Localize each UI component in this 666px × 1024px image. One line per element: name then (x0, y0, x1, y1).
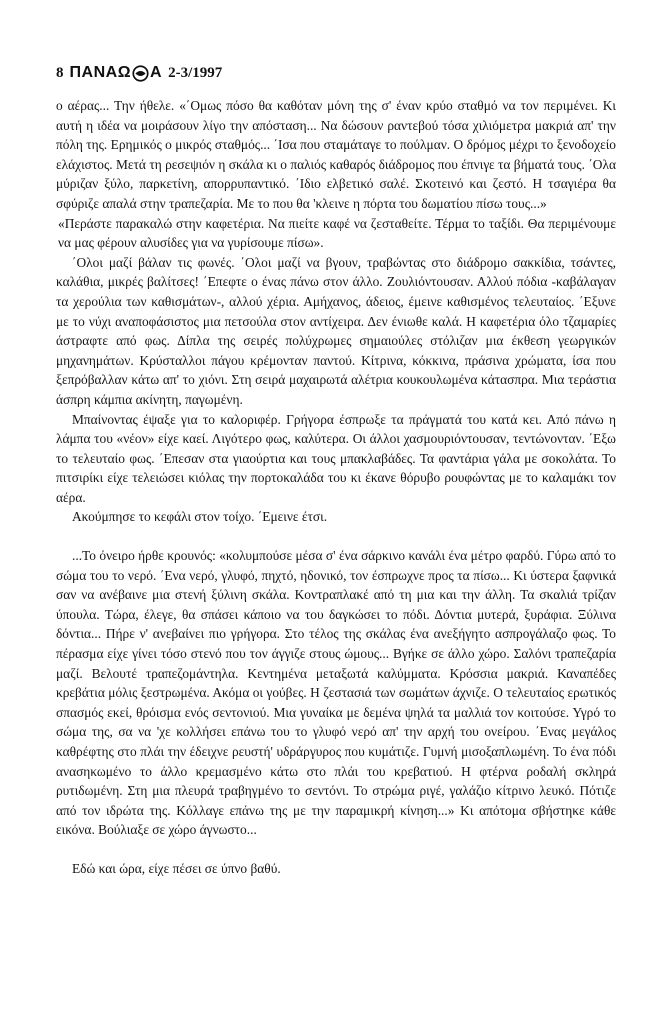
journal-logo (70, 64, 163, 82)
paragraph: ...Το όνειρο ήρθε κρουνός: «κολυμπούσε μέσα σ' ένα σάρκινο κανάλι ένα μέτρο φαρδύ. Γύρω από το σώμα του το νερό. ΄Ενα νερό, γλυφό, πηχτό, ηδονικό, τον έσπρωχνε προς τα πίσω... Κι ύστερα ξαφνικά σαν να ανέβαινε μια στενή ξύλινη σκάλα. Κοντραπλακέ από τη μια και την άλλη. Τα σκαλιά τρίζαν ύπουλα. Τώρα, έλεγε, θα σπάσει κάποιο να του δαγκώσει το πόδι. Δόντια μυτερά, ξυράφια. Ξύλινα δόντια... Πήρε ν' ανεβαίνει πιο γρήγορα. Στο τέλος της σκάλας ένα ανεξήγητο ασπρογάλαζο φως. Το πέρασμα είχε γίνει τόσο στενό που τον άγγιζε στους ώμους... Βγήκε σε άλλο χώρο. Σαλόνι τραπεζαρία μαζί. Βελουτέ τραπεζομάντηλα. Κεντημένα μεταξωτά καλύμματα. Κρόσσια μακριά. Καναπέδες κρεβάτια μόλις ξεστρωμένα. Ακόμα οι γούβες. Η ζεστασιά των σωμάτων άχνιζε. Ο τελευταίος ερωτικός σπασμός εκεί, θρόισμα ενός σεντονιού. Μια γυναίκα με δεμένα ψηλά τα μαλλιά τον κοιτούσε. Υγρό το σώμα της, σα να 'χε κολλήσει επάνω του το γλυφό νερό απ' την αρχή του ονείρου. ΄Ενας μεγάλος καθρέφτης στο πλάι την έδειχνε ρευστή' υδράργυρος που κυμάτιζε. Γυμνή μισοξαπλωμένη. Το ένα πόδι ανασηκωμένο το άλλο κρεμασμένο κάτω στο πλάι του κρεβατιού. Η φτέρνα ροδαλή σκληρά ρυτιδωμένη. Στη μια πλευρά τραβηγμένο το σεντόνι. Το στρώμα ριγέ, γαλάζιο κίτρινο λευκό. Πότιζε από τον ιδρώτα της. Κόλλαγε επάνω της με την παραμικρή κίνηση...» Κι απότομα σβήστηκε κάθε εικόνα. Βούλιαξε σε χώρο άγνωστο... (56, 548, 616, 838)
paragraph: «Περάστε παρακαλώ στην καφετέρια. Να πιείτε καφέ να ζεσταθείτε. Τέρμα το ταξίδι. Θα περιμένουμε να μας φέρουν αλυσίδες για να γυρίσουμε πίσω». (58, 215, 616, 251)
page-header (56, 62, 222, 84)
paragraph: Ακούμπησε το κεφάλι στον τοίχο. ΄Εμεινε έτσι. (72, 509, 328, 525)
paragraph: ΄Ολοι μαζί βάλαν τις φωνές. ΄Ολοι μαζί να βγουν, τραβώντας στο διάδρομο σακκίδια, τσάντες, καλάθια, μικρές βαλίτσες! ΄Επεφτε ο ένας πάνω στον άλλο. Ζουλιόντουσαν. Αλλού πόδια -καβάλαγαν τα χερούλια των καθισμάτων-, αλλού χέρια. Αμήχανος, άδειος, έμεινε καθισμένος τελευταίος. ΄Εξυνε με το νύχι αναποφάσιστος μια πετσούλα στον αντίχειρα. Δεν ένιωθε καλά. Η καφετέρια όλο τζαμαρίες άστραφτε από φως. Δίπλα της σειρές πολύχρωμες σημαιούλες στόλιζαν μια έκθεση γεωργικών μηχανημάτων. Κρύσταλλοι πάγου κρέμονταν παντού. Κίτρινα, κόκκινα, πράσινα χρώματα, ίσα που ξεπρόβαλλαν κάτω απ' το χιόνι. Στη σειρά μαχαιρωτά αλέτρια κουκουλωμένα κάτασπρα. Μια τεράστια άσπρη κάμπια ακίνητη, παγωμένη. (56, 254, 616, 407)
issue-date: 2-3/1997 (168, 64, 223, 81)
logo-circle-icon (132, 65, 149, 82)
body-text (56, 96, 616, 879)
paragraph: Μπαίνοντας έψαξε για το καλοριφέρ. Γρήγορα έσπρωξε τα πράγματά του κατά κει. Από πάνω η λάμπα του «νέον» είχε καεί. Λιγότερο φως, καλύτερα. Οι άλλοι χασμουριόντουσαν, τεντώνονταν. ΄Εξω το τελευταίο φως. ΄Επεσαν στα γιαούρτια και τους μπακλαβάδες. Τα φαντάρια γάλα με σοκολάτα. Το πιτσιρίκι είχε τελειώσει κιόλας την πορτοκαλάδα του κι έκανε θόρυβο ρουφώντας με το καλαμάκι τον αέρα. (56, 411, 616, 505)
page-number: 8 (56, 64, 64, 81)
paragraph: Εδώ και ώρα, είχε πέσει σε ύπνο βαθύ. (72, 860, 281, 876)
logo-text-right: Α (150, 64, 163, 81)
logo-text-left: ΠΑΝΑΩ (69, 64, 132, 81)
paragraph: ο αέρας... Την ήθελε. «΄Ομως πόσο θα καθόταν μόνη της σ' έναν κρύο σταθμό να τον περιμένει. Κι αυτή η ιδέα να μοιράσουν λίγο την απόσταση... Να δώσουν ραντεβού τόσα χιλιόμετρα μακριά απ' την πόλη της. Ερημικός ο μικρός σταθμός... ΄Ισα που σταμάταγε το πούλμαν. Ο δρόμος μέχρι το ξενοδοχείο ελάχιστος. Μετά τη ρεσεψιόν η σκάλα κι ο παλιός καθαρός διάδρομος που έπνιγε τα βήματά τους. ΄Ολα μύριζαν ξύλο, παρκετίνη, απορρυπαντικό. ΄Ιδιο ελβετικό σαλέ. Σκοτεινό και ζεστό. Η τσαγιέρα θα σφύριζε απαλά στην τραπεζαρία. Με το που θα 'κλεινε η πόρτα του δωματίου πίσω τους...» (56, 98, 616, 211)
